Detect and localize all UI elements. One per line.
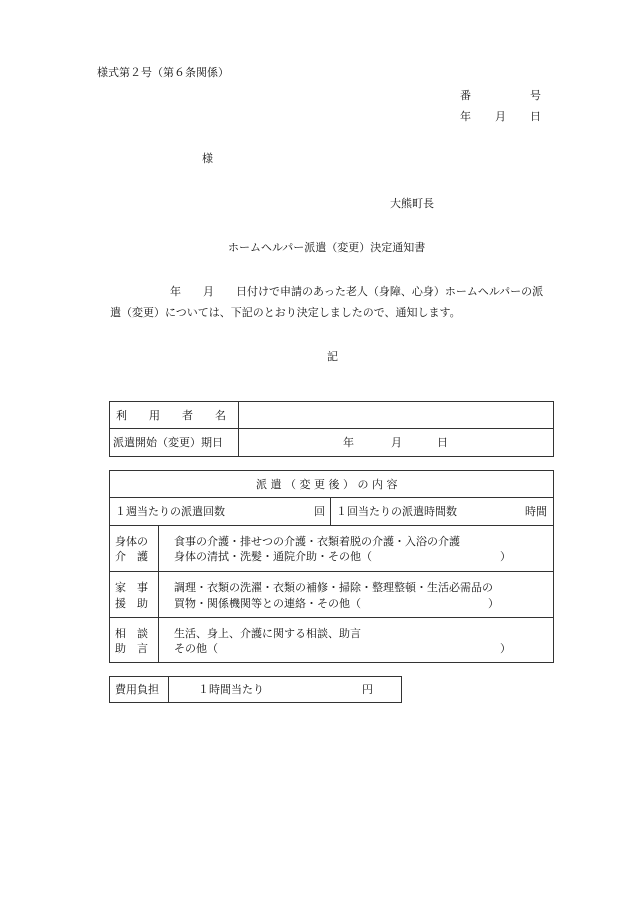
housework-paren-close: ）	[488, 597, 499, 610]
physical-care-line2: 身体の清拭・洗髪・通院介助・その他（	[174, 550, 372, 563]
start-year: 年	[343, 436, 354, 449]
addressee-honorific: 様	[202, 152, 213, 165]
service-label-col-divider	[158, 525, 159, 663]
consultation-label: 相 談	[115, 627, 148, 640]
user-info-divider	[109, 428, 554, 429]
service-visits-col-divider	[330, 497, 331, 525]
service-visits-divider	[109, 525, 554, 526]
cost-col-divider	[168, 676, 169, 703]
body-line2: 遣（変更）については、下記のとおり決定しましたので、通知します。	[110, 306, 461, 319]
service-row1-divider	[109, 571, 554, 572]
start-month: 月	[391, 436, 402, 449]
hours-per-visit-label: １回当たりの派遣時間数	[336, 505, 457, 518]
housework-line1: 調理・衣類の洗濯・衣類の補修・掃除・整理整頓・生活必需品の	[174, 581, 493, 594]
date-day: 日	[530, 110, 541, 123]
cost-unit: 円	[362, 683, 373, 696]
number-label: 番	[460, 89, 471, 102]
hours-per-visit-unit: 時間	[525, 505, 547, 518]
physical-care-label: 身体の	[115, 535, 148, 548]
weekly-visits-label: １週当たりの派遣回数	[115, 505, 225, 518]
service-header: 派 遣 （ 変 更 後 ） の 内 容	[256, 478, 398, 491]
ki-heading: 記	[327, 350, 338, 363]
physical-care-label-2: 介 護	[115, 550, 148, 563]
housework-label: 家 事	[115, 581, 148, 594]
document-title: ホームヘルパー派遣（変更）決定通知書	[228, 241, 426, 254]
cost-label: 費用負担	[115, 683, 159, 696]
housework-label-2: 援 助	[115, 597, 148, 610]
housework-line2: 買物・関係機関等との連絡・その他（	[174, 597, 361, 610]
cost-rate-label: １時間当たり	[198, 683, 264, 696]
weekly-visits-unit: 回	[314, 505, 325, 518]
number-suffix: 号	[530, 89, 541, 102]
date-month: 月	[495, 110, 506, 123]
consultation-label-2: 助 言	[115, 642, 148, 655]
user-name-label: 利 用 者 名	[116, 409, 226, 422]
start-date-label: 派遣開始（変更）期日	[113, 436, 223, 449]
consultation-paren-close: ）	[500, 642, 511, 655]
service-row2-divider	[109, 617, 554, 618]
user-info-col-divider	[238, 401, 239, 457]
physical-care-line1: 食事の介護・排せつの介護・衣類着脱の介護・入浴の介護	[174, 535, 460, 548]
consultation-line2: その他（	[174, 642, 218, 655]
service-header-divider	[109, 497, 554, 498]
consultation-line1: 生活、身上、介護に関する相談、助言	[174, 627, 361, 640]
physical-care-paren-close: ）	[500, 550, 511, 563]
issuer-title: 大熊町長	[390, 197, 434, 210]
body-year: 年	[170, 285, 181, 298]
start-day: 日	[437, 436, 448, 449]
body-month: 月	[203, 285, 214, 298]
body-line1: 日付けで申請のあった老人（身障、心身）ホームヘルパーの派	[236, 285, 544, 298]
date-year: 年	[460, 110, 471, 123]
form-label: 様式第２号（第６条関係）	[97, 66, 229, 79]
